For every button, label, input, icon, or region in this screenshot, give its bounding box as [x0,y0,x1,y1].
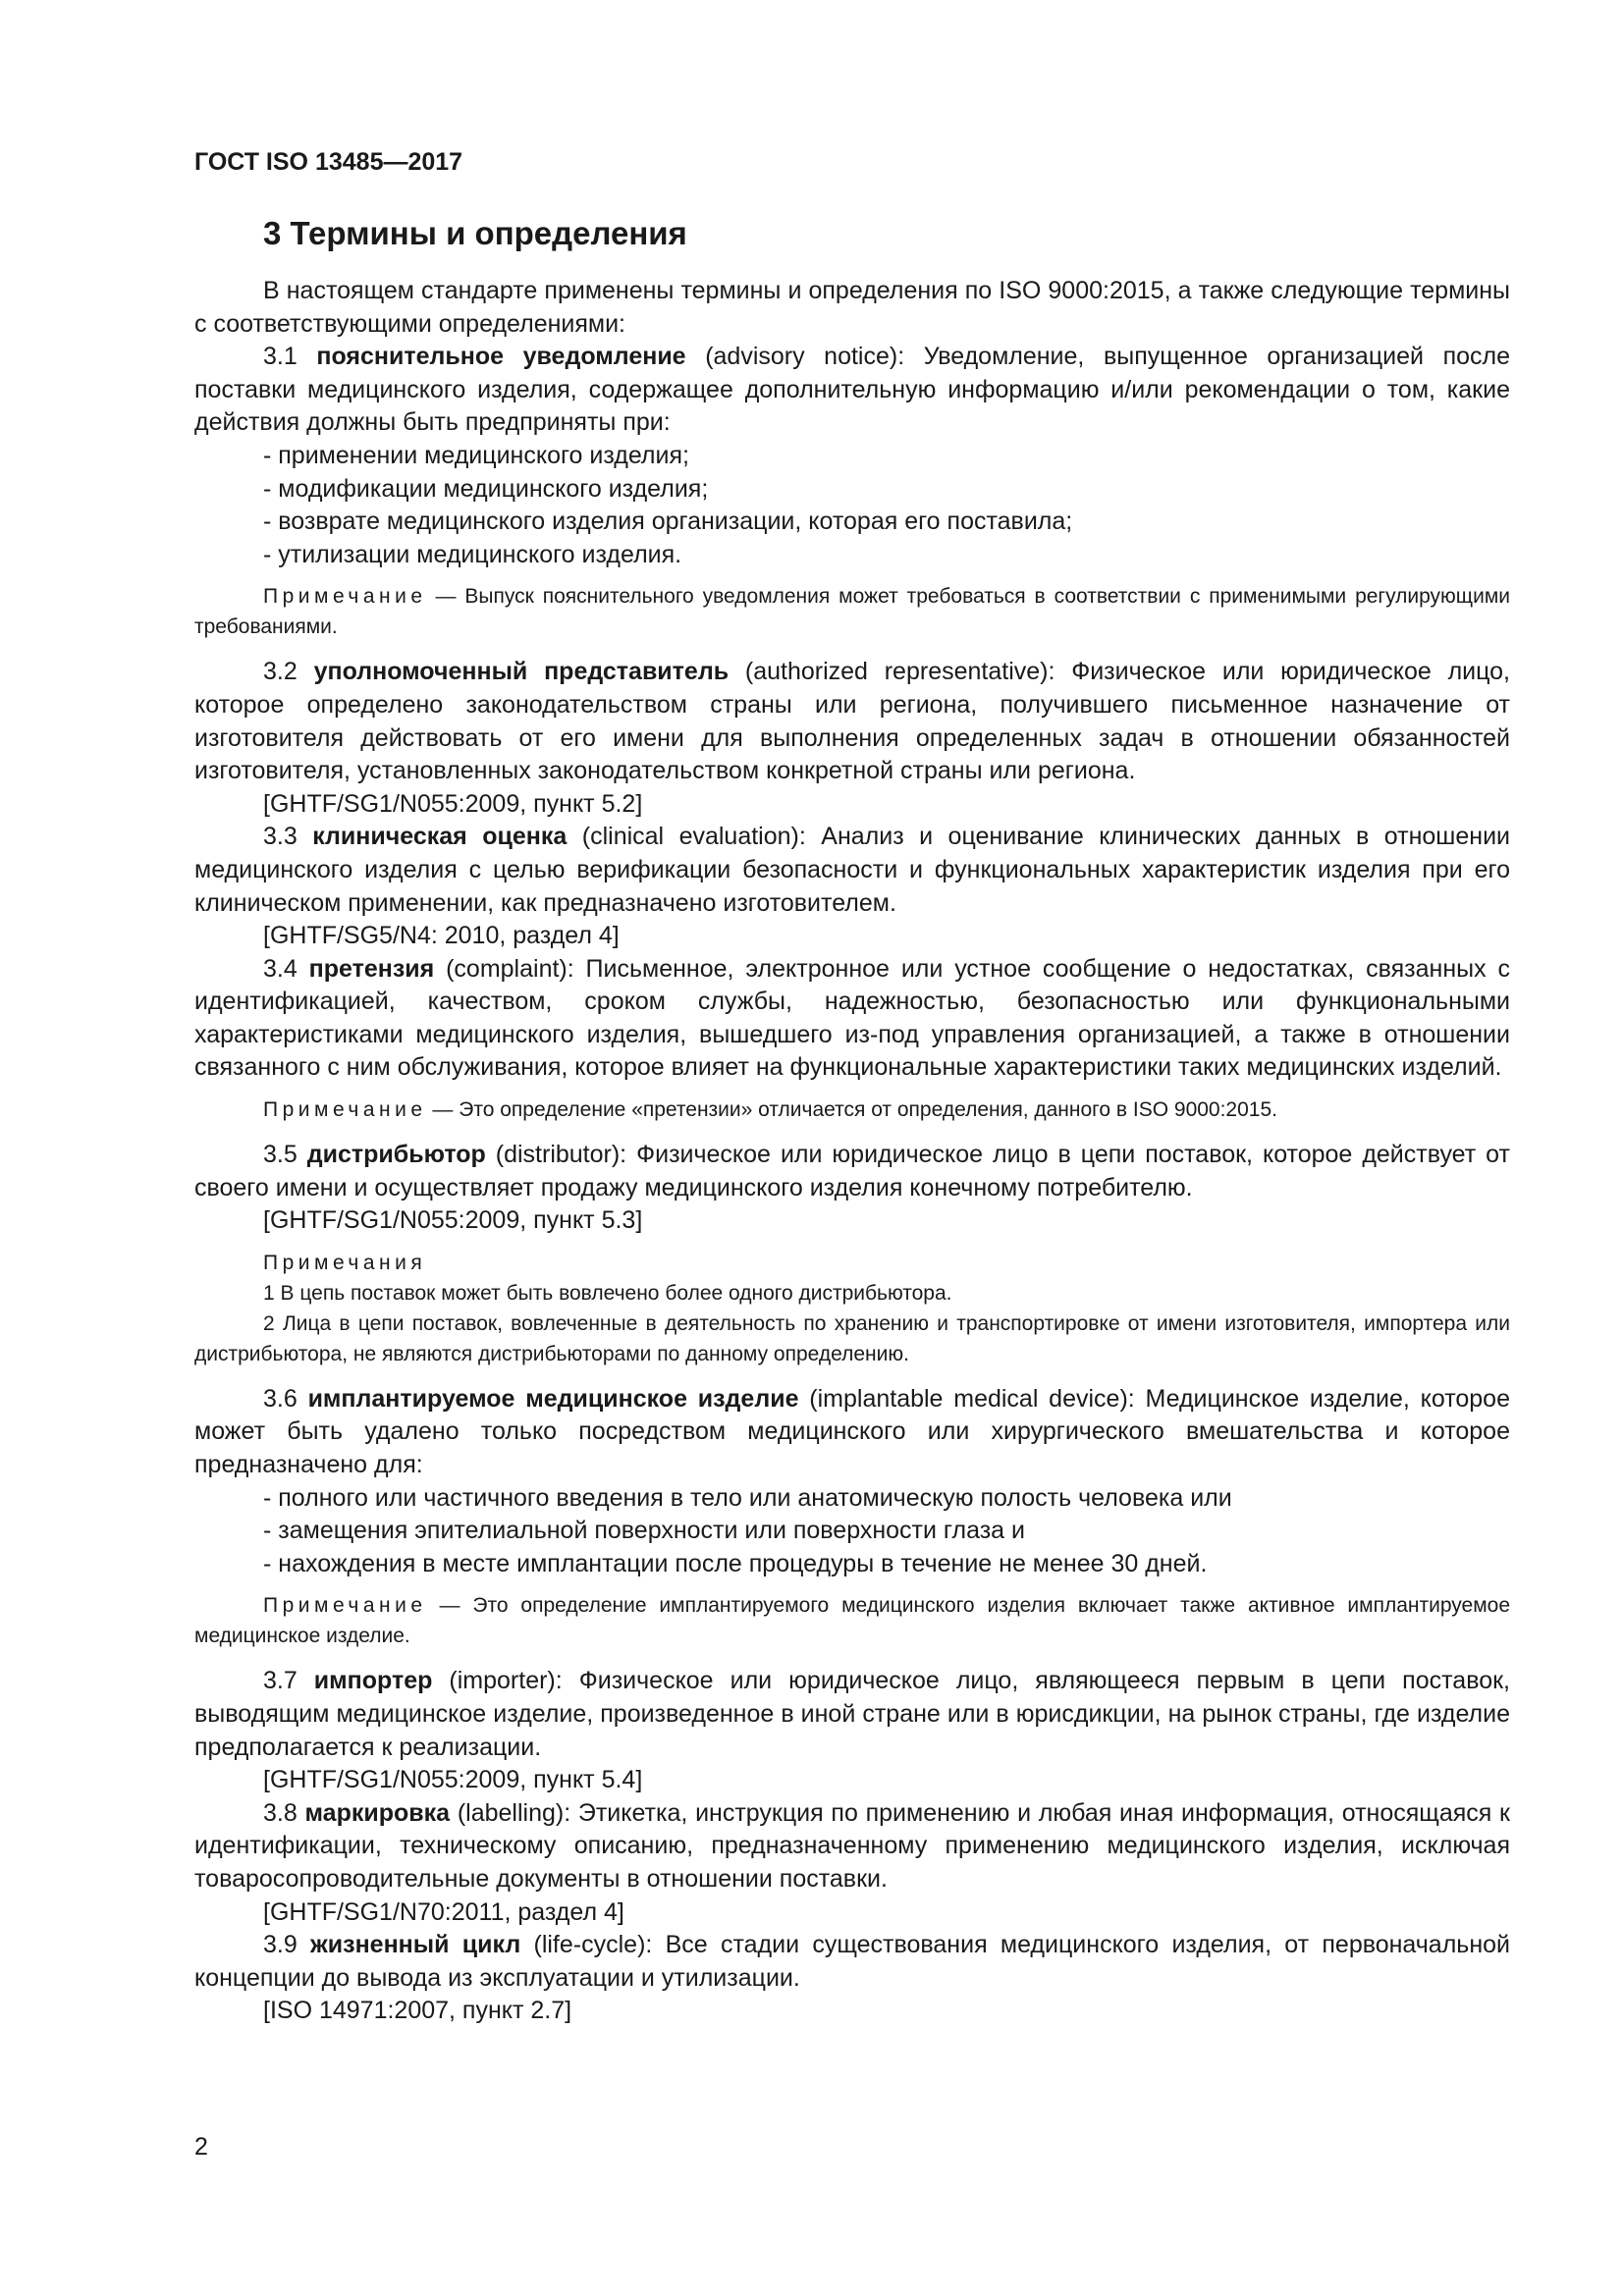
term-3-7 [194,1665,1510,1764]
term-3-1 [194,341,1510,440]
notes-heading: Примечания [263,1251,427,1274]
note-3-1 [194,581,1510,642]
term-number: 3.4 [263,954,298,983]
standard-header: ГОСТ ISO 13485—2017 [194,148,463,176]
term-name: пояснительное уведомление [316,343,686,371]
term-reference: [GHTF/SG1/N055:2009, пункт 5.4] [263,1766,643,1794]
list-item: - модификации медицинского изделия; [263,474,709,503]
term-definition: (labelling): Этикетка, инструкция по применению и любая иная информация, относящаяся к идентификации, техническому описанию, предназначенному применению медицинского изделия, исключая товаросопроводительные документы в отношении поставки. [194,1798,1510,1893]
page-number: 2 [194,2133,208,2161]
term-name: имплантируемое медицинское изделие [307,1384,799,1413]
term-3-4 [194,953,1510,1085]
term-number: 3.2 [263,658,298,686]
term-reference: [GHTF/SG5/N4: 2010, раздел 4] [263,922,620,950]
note-item: 2 Лица в цепи поставок, вовлеченные в деятельность по хранению и транспортировке от имени изготовителя, импортера или дистрибьютора, не являются дистрибьюторами по данному определению. [194,1311,1510,1365]
term-definition: (implantable medical device): Медицинское изделие, которое может быть удалено только посредством медицинского или хирургического вмешательства и которое предназначено для: [194,1384,1510,1479]
term-number: 3.1 [263,343,298,371]
section-title: 3 Термины и определения [263,215,687,251]
term-number: 3.5 [263,1141,298,1169]
term-3-5 [194,1139,1510,1204]
term-definition: (advisory notice): Уведомление, выпущенное организацией после поставки медицинского изделия, содержащее дополнительную информацию и/или рекомендации о том, какие действия должны быть предприняты при: [194,343,1511,437]
term-reference: [GHTF/SG1/N055:2009, пункт 5.3] [263,1206,643,1235]
list-item: - утилизации медицинского изделия. [263,540,682,568]
term-name: клиническая оценка [312,823,568,851]
term-name: маркировка [304,1798,451,1827]
section-body [194,275,1510,2028]
note-text: — Это определение «претензии» отличается от определения, данного в ISO 9000:2015. [432,1098,1277,1122]
term-name: импортер [313,1667,433,1695]
list-item: - возврате медицинского изделия организации, которая его поставила; [263,507,1073,536]
list-item: - замещения эпителиальной поверхности или поверхности глаза и [263,1517,1025,1545]
term-number: 3.6 [263,1384,298,1413]
section-intro: В настоящем стандарте применены термины и определения по ISO 9000:2015, а также следующие термины с соответствующими определениями: [194,277,1510,338]
term-name: дистрибьютор [306,1141,486,1169]
term-3-3 [194,821,1510,920]
term-reference: [GHTF/SG1/N055:2009, пункт 5.2] [263,789,643,818]
term-reference: [GHTF/SG1/N70:2011, раздел 4] [263,1897,624,1926]
term-name: уполномоченный представитель [313,658,730,686]
term-number: 3.9 [263,1931,298,1959]
term-number: 3.3 [263,823,298,851]
document-page [194,147,1510,2028]
term-3-6 [194,1383,1510,1482]
term-definition: (importer): Физическое или юридическое лицо, являющееся первым в цепи поставок, выводящим медицинское изделие, произведенное в иной стране или в юрисдикции, на рынок страны, где изделие предполагается к реализации. [194,1667,1510,1761]
note-text: — Это определение имплантируемого медицинского изделия включает также активное имплантируемое медицинское изделие. [194,1594,1511,1648]
term-definition: (distributor): Физическое или юридическое лицо в цепи поставок, которое действует от своего имени и осуществляет продажу медицинского изделия конечному потребителю. [194,1141,1510,1201]
note-3-4 [194,1095,1510,1125]
term-3-8 [194,1797,1510,1896]
term-name: жизненный цикл [310,1931,521,1959]
notes-3-5 [194,1248,1510,1369]
note-item: 1 В цепь поставок может быть вовлечено более одного дистрибьютора. [263,1281,952,1305]
note-3-6 [194,1590,1510,1651]
note-text: — Выпуск пояснительного уведомления может требоваться в соответствии с применимыми регулирующими требованиями. [194,585,1510,639]
term-definition: (clinical evaluation): Анализ и оценивание клинических данных в отношении медицинского изделия с целью верификации безопасности и функциональных характеристик изделия при его клиническом применении, как предназначено изготовителем. [194,823,1511,917]
note-label: Примечание [263,1098,427,1122]
term-definition: (life-cycle): Все стадии существования медицинского изделия, от первоначальной концепции до вывода из эксплуатации и утилизации. [194,1931,1511,1992]
term-3-9 [194,1929,1510,1995]
term-name: претензия [308,954,435,983]
note-label: Примечание [263,1594,427,1618]
list-item: - полного или частичного введения в тело или анатомическую полость человека или [263,1483,1232,1512]
term-definition: (complaint): Письменное, электронное или устное сообщение о недостатках, связанных с идентификацией, качеством, сроком службы, надежностью, безопасностью или функциональными характеристиками медицинского изделия, вышедшего из-под управления организацией, а также в отношении связанного с ним обслуживания, которое влияет на функциональные характеристики таких медицинских изделий. [194,954,1510,1082]
term-definition: (authorized representative): Физическое или юридическое лицо, которое определено законодательством страны или региона, получившего письменное назначение от изготовителя действовать от его имени для выполнения определенных задач в отношении обязанностей изготовителя, установленных законодательством конкретной страны или региона. [194,658,1511,785]
list-item: - применении медицинского изделия; [263,441,689,469]
list-item: - нахождения в месте имплантации после процедуры в течение не менее 30 дней. [263,1549,1208,1577]
term-number: 3.7 [263,1667,298,1695]
term-3-2 [194,656,1510,787]
term-number: 3.8 [263,1798,298,1827]
term-reference: [ISO 14971:2007, пункт 2.7] [263,1997,572,2025]
note-label: Примечание [263,585,427,609]
